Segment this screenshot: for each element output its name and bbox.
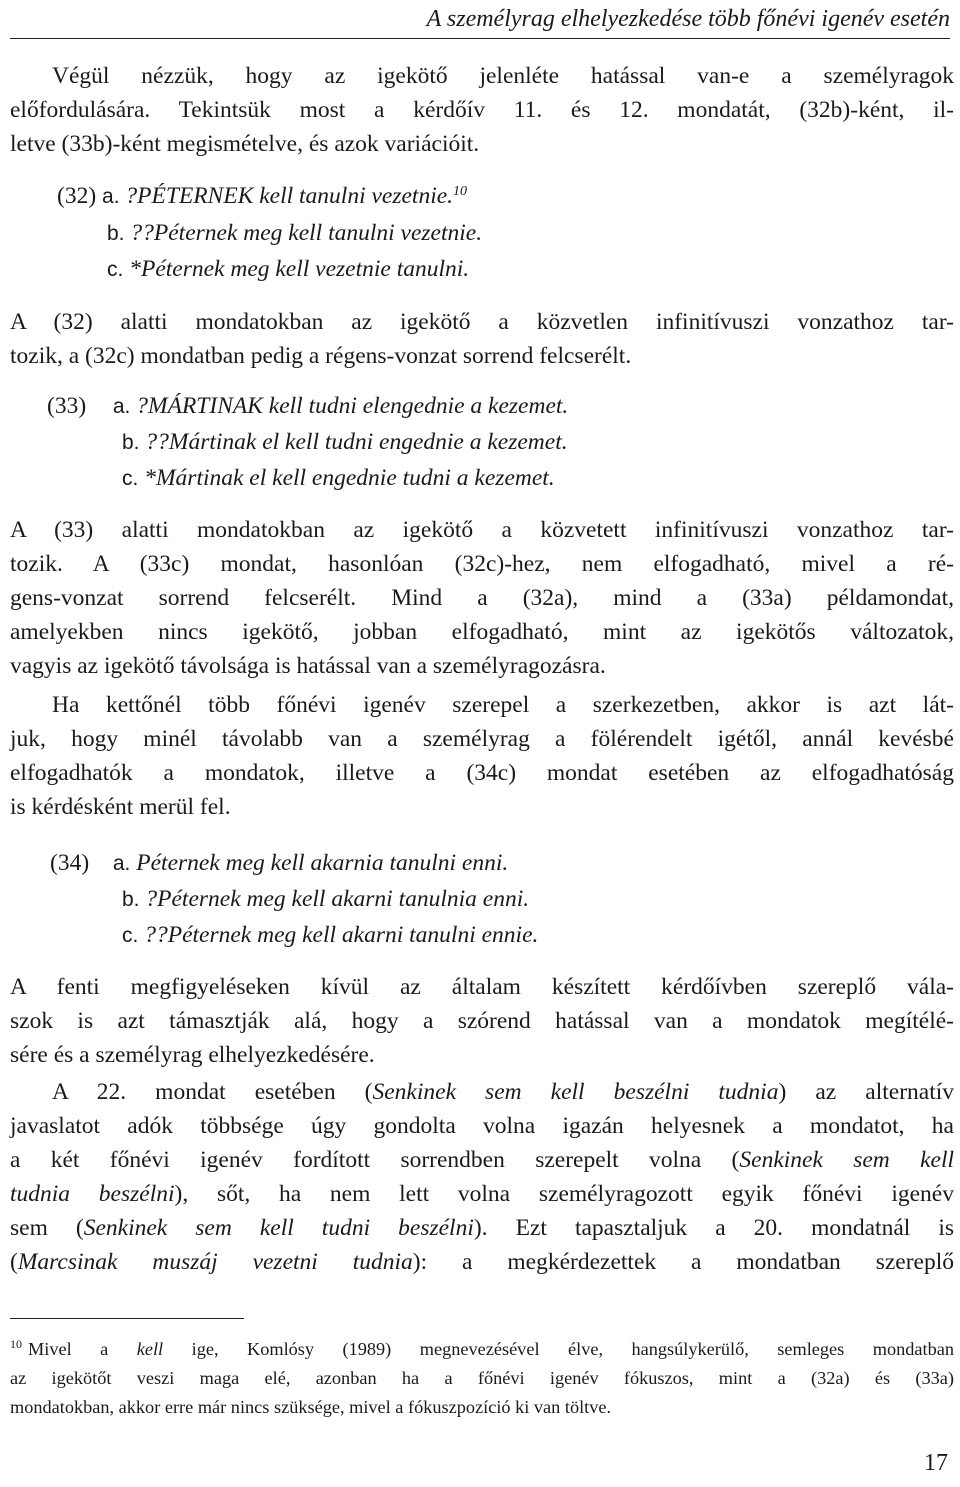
page-number: 17: [924, 1450, 948, 1476]
paragraph-more-infinitives: [10, 688, 954, 824]
example-letter: b.: [122, 431, 140, 454]
text-line: sem (Senkinek sem kell tudni beszélni). Ezt tapasztaljuk a 20. mondatnál is: [10, 1215, 954, 1241]
text-line: szok is azt támasztják alá, hogy a szórend hatással van a mondatok megítélé-: [10, 1008, 954, 1034]
text-line: A 22. mondat esetében (Senkinek sem kell beszélni tudnia) az alternatív: [52, 1079, 955, 1105]
example-32b: [107, 217, 482, 250]
example-sentence: ?Péternek meg kell akarni tanulnia enni.: [145, 886, 530, 912]
example-sentence: ??Mártinak el kell tudni engednie a kezemet.: [145, 429, 568, 455]
example-letter: c.: [122, 467, 139, 490]
text-line: A (33) alatti mondatokban az igekötő a közvetett infinitívuszi vonzathoz tar-: [10, 517, 954, 543]
paragraph-33-discussion: [10, 513, 954, 683]
example-letter: a.: [102, 185, 120, 208]
text-line: elfogadhatók a mondatok, illetve a (34c) mondat esetében az elfogadhatóság: [10, 760, 954, 786]
footnote-reference: 10: [453, 184, 468, 199]
example-letter: c.: [107, 258, 124, 281]
example-number: (33): [47, 393, 87, 419]
footnote-marker: 10: [10, 1337, 22, 1351]
text-line: tudnia beszélni), sőt, ha nem lett volna személyragozott egyik főnévi igenév: [10, 1181, 954, 1207]
text-line: (Marcsinak muszáj vezetni tudnia): a megkérdezettek a mondatban szereplő: [10, 1249, 954, 1275]
example-sentence: *Péternek meg kell vezetnie tanulni.: [129, 256, 470, 282]
text-line: sére és a személyrag elhelyezkedésére.: [10, 1042, 375, 1068]
example-sentence: ??Péternek meg kell akarni tanulni ennie.: [144, 922, 539, 948]
paragraph-32-discussion: [10, 305, 954, 373]
example-number: (34): [50, 850, 90, 876]
example-34c: [122, 919, 538, 952]
example-34a: [50, 847, 508, 880]
text-line: gens-vonzat sorrend felcserélt. Mind a (32a), mind a (33a) példamondat,: [10, 585, 954, 611]
text-line: A fenti megfigyeléseken kívül az általam készített kérdőívben szereplő vála-: [10, 974, 954, 1000]
example-letter: a.: [112, 395, 131, 418]
text-line: tozik. A (33c) mondat, hasonlóan (32c)-hez, nem elfogadható, mivel a ré-: [10, 551, 954, 577]
text-line: Ha kettőnél több főnévi igenév szerepel a szerkezetben, akkor is azt lát-: [52, 692, 954, 718]
text-line: amelyekben nincs igekötő, jobban elfogadható, mint az igekötős változatok,: [10, 619, 954, 645]
text-line: A (32) alatti mondatokban az igekötő a közvetlen infinitívuszi vonzathoz tar-: [10, 309, 954, 335]
paragraph-sentence-22: [10, 1075, 954, 1279]
text-line: letve (33b)-ként megismételve, és azok variációit.: [10, 131, 480, 157]
example-sentence: ??Péternek meg kell tanulni vezetnie.: [130, 220, 483, 246]
paragraph-intro: [10, 59, 954, 161]
example-letter: b.: [107, 222, 125, 245]
example-33a: [47, 390, 568, 423]
example-33b: [122, 426, 568, 459]
text-line: javaslatot adók többsége úgy gondolta volna igazán helyesnek a mondatot, ha: [10, 1113, 954, 1139]
footnote-divider: [10, 1318, 244, 1319]
example-sentence: *Mártinak el kell engednie tudni a kezemet.: [144, 465, 555, 491]
footnote: [10, 1330, 954, 1422]
example-letter: a.: [112, 852, 131, 875]
footnote-line: $^{10}$ Mivel a kell ige, Komlósy (1989) megnevezésével élve, hangsúlykerülő, semleges mondatban: [10, 1337, 954, 1359]
example-letter: c.: [122, 924, 139, 947]
text-line: előfordulására. Tekintsük most a kérdőív 11. és 12. mondatát, (32b)-ként, il-: [10, 97, 954, 123]
text-line: tozik, a (32c) mondatban pedig a régens-vonzat sorrend felcserélt.: [10, 343, 632, 369]
example-sentence: Péternek meg kell akarnia tanulni enni.: [136, 850, 509, 876]
footnote-line: az igekötőt veszi maga elé, azonban ha a főnévi igenév fókuszos, mint a (32a) és (33a): [10, 1368, 954, 1388]
example-34b: [122, 883, 529, 916]
example-32a: [57, 176, 467, 213]
example-letter: b.: [122, 888, 140, 911]
example-sentence: ?MÁRTINAK kell tudni elengednie a kezemet.: [136, 393, 569, 419]
text-line: a két főnévi igenév fordított sorrendben szerepelt volna (Senkinek sem kell: [10, 1147, 955, 1173]
text-line: is kérdésként merül fel.: [10, 794, 231, 820]
example-sentence: ?PÉTERNEK kell tanulni vezetnie.: [125, 183, 454, 209]
text-line: juk, hogy minél távolabb van a személyrag a fölérendelt igétől, annál kevésbé: [10, 726, 954, 752]
example-32c: [107, 253, 469, 286]
running-header: A személyrag elhelyezkedése több főnévi igenév esetén: [10, 4, 950, 39]
footnote-line: mondatokban, akkor erre már nincs szüksége, mivel a fókuszpozíció ki van töltve.: [10, 1397, 612, 1417]
example-33c: [122, 462, 555, 495]
paragraph-questionnaire: [10, 970, 954, 1072]
example-number: (32): [57, 183, 97, 209]
text-line: Végül nézzük, hogy az igekötő jelenléte hatással van-e a személyragok: [52, 63, 954, 89]
text-line: vagyis az igekötő távolsága is hatással van a személyragozásra.: [10, 653, 606, 679]
